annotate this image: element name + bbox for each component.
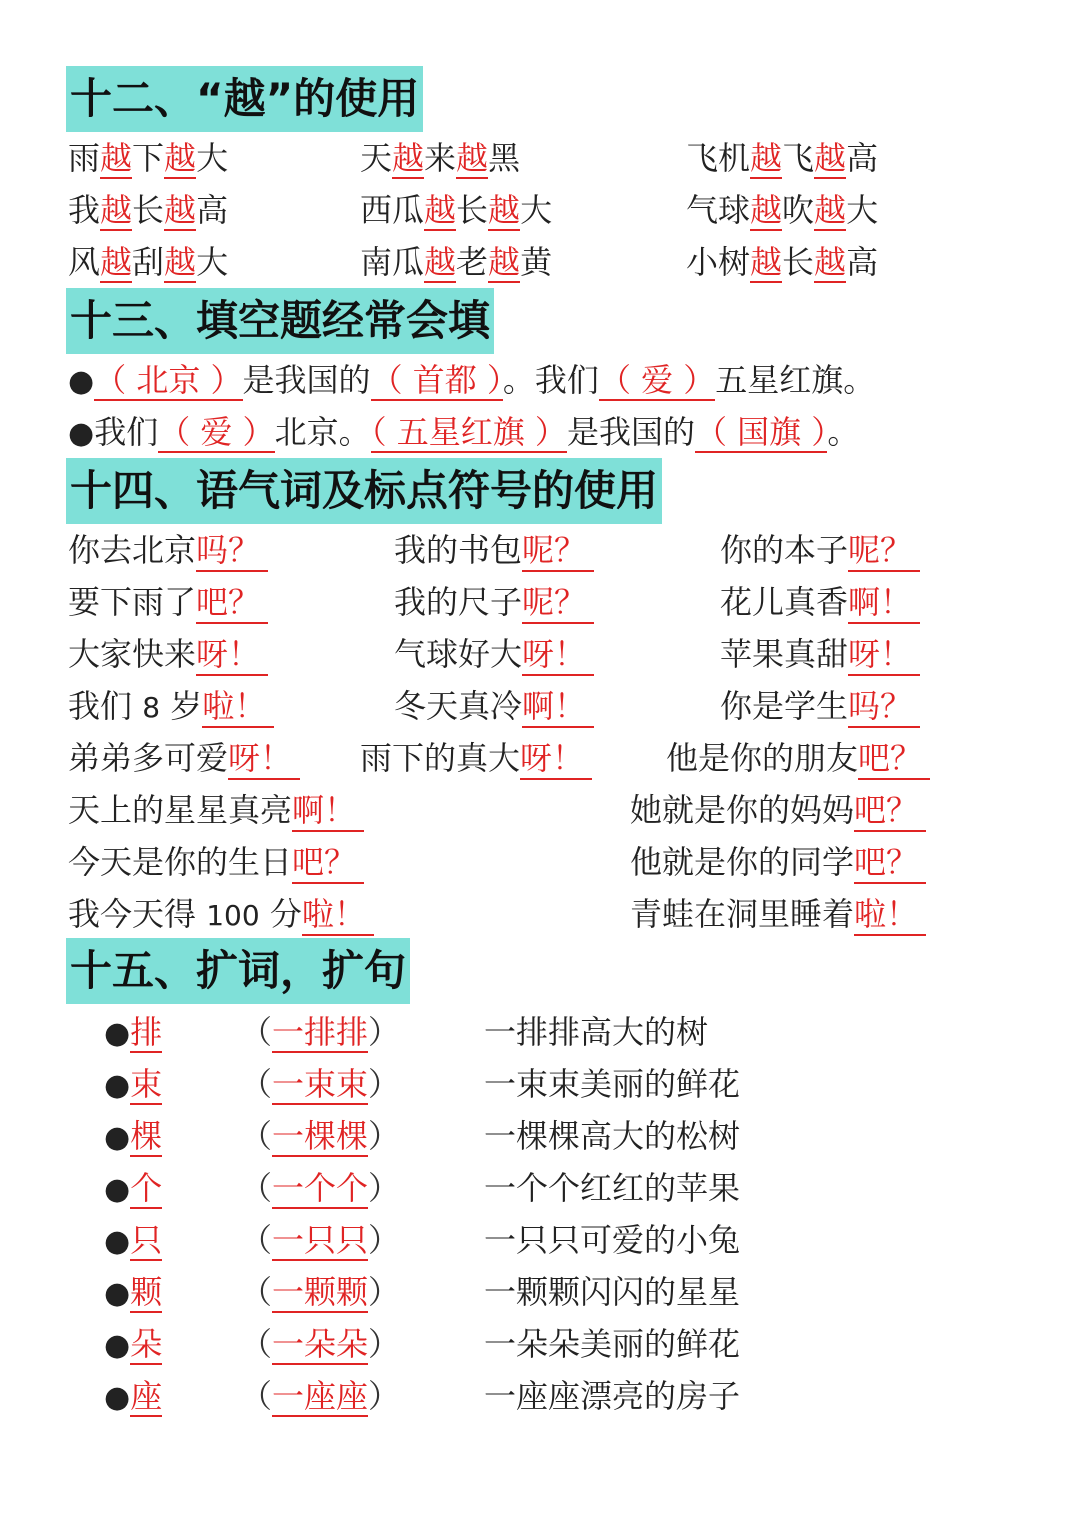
modal-particle-item: 弟弟多可爱呀！ — [68, 738, 300, 780]
yue-phrase: 雨越下越大 — [68, 139, 229, 177]
expand-sentence: 一只只可爱的小兔 — [484, 1221, 741, 1259]
yue-phrase: 气球越吹越大 — [686, 191, 879, 229]
expand-word: （一棵棵） — [240, 1117, 401, 1155]
yue-phrase: 小树越长越高 — [686, 243, 879, 281]
expand-row: ●只 — [104, 1221, 163, 1259]
yue-phrase: 风越刮越大 — [68, 243, 229, 281]
modal-particle-item: 你的本子呢？ — [720, 530, 920, 572]
expand-word: （一个个） — [240, 1169, 401, 1207]
measure-word: 只 — [130, 1221, 163, 1259]
measure-word: 朵 — [130, 1325, 163, 1363]
measure-word: 排 — [130, 1013, 163, 1051]
expand-row: ●束 — [104, 1065, 163, 1103]
expand-word: （一束束） — [240, 1065, 401, 1103]
section-12-heading: 十二、“越”的使用 — [66, 66, 423, 132]
expand-sentence: 一棵棵高大的松树 — [484, 1117, 741, 1155]
modal-particle-item: 我们 8 岁啦！ — [68, 686, 274, 728]
expand-sentence: 一个个红红的苹果 — [484, 1169, 741, 1207]
modal-particle-item: 你去北京吗？ — [68, 530, 268, 572]
bullet: ● — [68, 364, 95, 399]
yue-phrase: 天越来越黑 — [360, 139, 521, 177]
modal-particle-item: 要下雨了吧？ — [68, 582, 268, 624]
yue-phrase: 南瓜越老越黄 — [360, 243, 553, 281]
bullet: ● — [68, 416, 95, 451]
modal-particle-item: 青蛙在洞里睡着啦！ — [630, 894, 926, 936]
yue-phrase: 西瓜越长越大 — [360, 191, 553, 229]
expand-word: （一颗颗） — [240, 1273, 401, 1311]
expand-sentence: 一束束美丽的鲜花 — [484, 1065, 741, 1103]
expand-sentence: 一颗颗闪闪的星星 — [484, 1273, 741, 1311]
expand-row: ●座 — [104, 1377, 163, 1415]
modal-particle-item: 气球好大呀！ — [394, 634, 594, 676]
modal-particle-item: 今天是你的生日吧？ — [68, 842, 364, 884]
expand-word: （一朵朵） — [240, 1325, 401, 1363]
modal-particle-item: 她就是你的妈妈吧？ — [630, 790, 926, 832]
modal-particle-item: 天上的星星真亮啊！ — [68, 790, 364, 832]
expand-row: ●个 — [104, 1169, 163, 1207]
expand-row: ●棵 — [104, 1117, 163, 1155]
modal-particle-item: 雨下的真大呀！ — [360, 738, 592, 780]
measure-word: 束 — [130, 1065, 163, 1103]
expand-row: ●颗 — [104, 1273, 163, 1311]
measure-word: 棵 — [130, 1117, 163, 1155]
section-13-heading: 十三、填空题经常会填 — [66, 288, 494, 354]
expand-row: ●排 — [104, 1013, 163, 1051]
expand-word: （一座座） — [240, 1377, 401, 1415]
expand-word: （一只只） — [240, 1221, 401, 1259]
measure-word: 个 — [130, 1169, 163, 1207]
expand-sentence: 一朵朵美丽的鲜花 — [484, 1325, 741, 1363]
modal-particle-item: 冬天真冷啊！ — [394, 686, 594, 728]
modal-particle-item: 他是你的朋友吧？ — [666, 738, 930, 780]
fill-sentence-2: ●我们（ 爱 ）北京。（ 五星红旗 ）是我国的（ 国旗 ）。 — [68, 413, 860, 451]
expand-row: ●朵 — [104, 1325, 163, 1363]
expand-sentence: 一座座漂亮的房子 — [484, 1377, 741, 1415]
section-15-heading: 十五、扩词，扩句 — [66, 938, 410, 1004]
section-14-heading: 十四、语气词及标点符号的使用 — [66, 458, 662, 524]
modal-particle-item: 大家快来呀！ — [68, 634, 268, 676]
measure-word: 颗 — [130, 1273, 163, 1311]
modal-particle-item: 我的书包呢？ — [394, 530, 594, 572]
modal-particle-item: 苹果真甜呀！ — [720, 634, 920, 676]
yue-phrase: 我越长越高 — [68, 191, 229, 229]
fill-sentence-1: ●（ 北京 ）是我国的（ 首都 ）。我们（ 爱 ）五星红旗。 — [68, 361, 876, 399]
modal-particle-item: 他就是你的同学吧？ — [630, 842, 926, 884]
measure-word: 座 — [130, 1377, 163, 1415]
expand-word: （一排排） — [240, 1013, 401, 1051]
modal-particle-item: 花儿真香啊！ — [720, 582, 920, 624]
yue-phrase: 飞机越飞越高 — [686, 139, 879, 177]
modal-particle-item: 我的尺子呢？ — [394, 582, 594, 624]
modal-particle-item: 我今天得 100 分啦！ — [68, 894, 374, 936]
expand-sentence: 一排排高大的树 — [484, 1013, 709, 1051]
modal-particle-item: 你是学生吗？ — [720, 686, 920, 728]
